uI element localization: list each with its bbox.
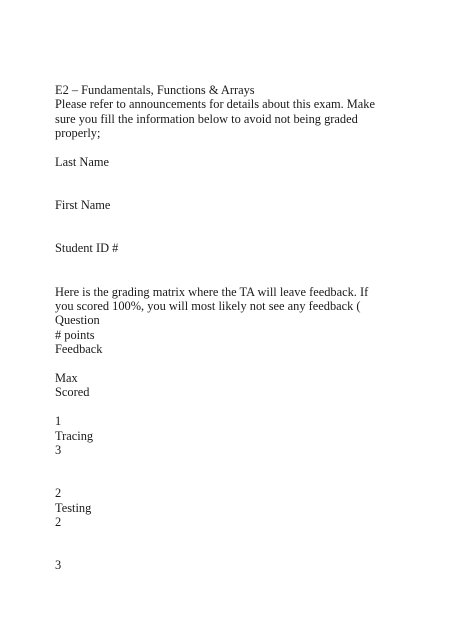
grading-intro-line: Here is the grading matrix where the TA will leave feedback. If	[55, 284, 369, 299]
first-name-label: First Name	[55, 198, 111, 213]
grading-intro-line: you scored 100%, you will most likely not see any feedback (	[55, 298, 361, 313]
student-id-label: Student ID #	[55, 241, 119, 256]
spacer	[55, 544, 405, 558]
instruction-line: Please refer to announcements for details about this exam. Make	[55, 97, 375, 112]
row-number: 1	[55, 414, 62, 429]
matrix-header-points: # points	[55, 327, 95, 342]
matrix-header-max: Max	[55, 371, 78, 385]
matrix-header-feedback: Feedback	[55, 342, 103, 357]
spacer	[55, 529, 405, 543]
matrix-header-question: Question	[55, 313, 100, 328]
last-name-label: Last Name	[55, 155, 110, 170]
spacer	[55, 141, 405, 155]
matrix-header-scored: Scored	[55, 385, 90, 400]
spacer	[55, 256, 405, 270]
row-number: 2	[55, 486, 62, 501]
spacer	[55, 472, 405, 486]
spacer	[55, 213, 405, 227]
row-topic: Testing	[55, 500, 92, 515]
document-title: E2 – Fundamentals, Functions & Arrays	[55, 83, 255, 97]
row-points: 3	[55, 443, 62, 458]
instruction-line: sure you fill the information below to avoid not being graded	[55, 111, 358, 126]
spacer	[55, 270, 405, 284]
row-topic: Tracing	[55, 428, 94, 443]
spacer	[55, 457, 405, 471]
spacer	[55, 400, 405, 414]
spacer	[55, 169, 405, 183]
row-points: 2	[55, 515, 62, 530]
spacer	[55, 227, 405, 241]
spacer	[55, 184, 405, 198]
row-number: 3	[55, 558, 62, 573]
instruction-line: properly;	[55, 126, 101, 141]
spacer	[55, 357, 405, 371]
document-body	[55, 83, 405, 573]
